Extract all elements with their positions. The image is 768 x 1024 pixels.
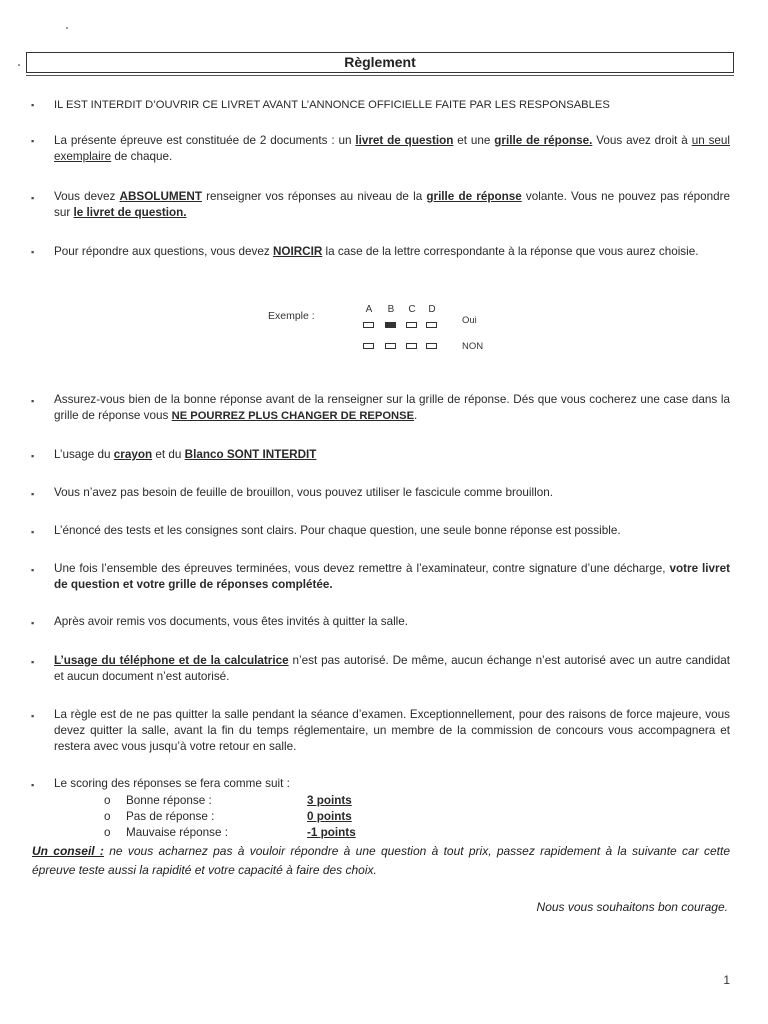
bullet-icon: [31, 396, 37, 402]
answer-box-empty: [363, 322, 374, 328]
choice-letter: D: [428, 304, 436, 315]
emphasis: L’usage du téléphone et de la calculatrice: [54, 654, 289, 667]
rule-5: Assurez-vous bien de la bonne réponse avant de la renseigner sur la grille de réponse. Dés que vous cocherez une case dans la grille de réponse vous NE POURREZ PLUS CHANGER DE REPONSE.: [54, 393, 730, 422]
emphasis: Blanco SONT INTERDIT: [184, 448, 317, 461]
bullet-icon: [31, 565, 37, 571]
rule-4: Pour répondre aux questions, vous devez NOIRCIR la case de la lettre correspondante à la réponse que vous aurez choisie.: [54, 245, 699, 258]
bullet-icon: [31, 657, 37, 663]
closing-line: Nous vous souhaitons bon courage.: [536, 900, 728, 914]
example-label: Exemple :: [268, 310, 315, 322]
rule-9: Une fois l’ensemble des épreuves terminées, vous devez remettre à l’examinateur, contre signature d’une décharge, votre livret de question et votre grille de réponses complétée.: [54, 562, 730, 591]
page-title: Règlement: [26, 52, 734, 73]
answer-box-crossed: [385, 343, 396, 349]
scoring-points: 3 points: [307, 794, 352, 807]
rule-11: L’usage du téléphone et de la calculatrice n’est pas autorisé. De même, aucun échange n’est autorisé avec un autre candidat et aucun document n’est autorisé.: [54, 654, 730, 683]
page-number: 1: [723, 973, 730, 987]
rule-6: L’usage du crayon et du Blanco SONT INTERDIT: [54, 448, 317, 461]
answer-box-empty: [426, 343, 437, 349]
bullet-icon: [31, 618, 37, 624]
rule-1: IL EST INTERDIT D’OUVRIR CE LIVRET AVANT L’ANNONCE OFFICIELLE FAITE PAR LES RESPONSABLES: [54, 99, 610, 111]
circle-bullet-icon: o: [104, 826, 111, 839]
emphasis: NE POURREZ PLUS CHANGER DE REPONSE: [171, 410, 415, 422]
emphasis: votre livret de question et votre grille de réponses complétée.: [54, 562, 730, 591]
emphasis: grille de réponse.: [494, 134, 593, 147]
example-yes-label: Oui: [462, 315, 477, 326]
emphasis: ABSOLUMENT: [119, 190, 202, 203]
rule-2: La présente épreuve est constituée de 2 documents : un livret de question et une grille de réponse. Vous avez droit à un seul exemplaire de chaque.: [54, 134, 731, 163]
bullet-icon: [31, 451, 37, 457]
scoring-label: Mauvaise réponse :: [126, 826, 228, 839]
bullet-icon: [31, 489, 37, 495]
rule-3: Vous devez ABSOLUMENT renseigner vos réponses au niveau de la grille de réponse volante. Vous ne pouvez pas répondre sur le livret de question.: [54, 190, 730, 219]
answer-example: [268, 306, 528, 358]
answer-box-empty: [363, 343, 374, 349]
advice-paragraph: Un conseil : ne vous acharnez pas à vouloir répondre à une question à tout prix, passez rapidement à la suivante car cette épreuve teste aussi la rapidité et votre capacité à faire des choix.: [32, 844, 730, 877]
circle-bullet-icon: o: [104, 810, 111, 823]
bullet-icon: [31, 527, 37, 533]
emphasis: crayon: [113, 448, 153, 461]
scan-speck: [18, 64, 20, 66]
choice-letter: A: [365, 304, 373, 315]
answer-box-empty: [426, 322, 437, 328]
scoring-points: -1 points: [307, 826, 356, 839]
emphasis: NOIRCIR: [272, 245, 323, 258]
bullet-icon: [31, 136, 37, 142]
scoring-label: Pas de réponse :: [126, 810, 215, 823]
scoring-points: 0 points: [307, 810, 352, 823]
rule-10: Après avoir remis vos documents, vous êtes invités à quitter la salle.: [54, 615, 409, 628]
scoring-label: Bonne réponse :: [126, 794, 212, 807]
bullet-icon: [31, 780, 37, 786]
emphasis: le livret de question.: [73, 206, 187, 219]
bullet-icon: [31, 193, 37, 199]
emphasis: grille de réponse: [426, 190, 522, 203]
example-no-label: NON: [462, 341, 484, 352]
circle-bullet-icon: o: [104, 794, 111, 807]
choice-letter: B: [387, 304, 395, 315]
rule-13: Le scoring des réponses se fera comme suit :: [54, 777, 290, 790]
answer-box-filled: [385, 322, 396, 328]
bullet-icon: [31, 100, 37, 106]
rule-8: L’énoncé des tests et les consignes sont clairs. Pour chaque question, une seule bonne réponse est possible.: [54, 524, 621, 537]
choice-letter: C: [408, 304, 416, 315]
rule-7: Vous n’avez pas besoin de feuille de brouillon, vous pouvez utiliser le fascicule comme brouillon.: [54, 486, 553, 499]
answer-box-empty: [406, 343, 417, 349]
emphasis: un seul exemplaire: [54, 134, 731, 163]
advice-lead: Un conseil :: [32, 844, 104, 858]
rule-12: La règle est de ne pas quitter la salle pendant la séance d’examen. Exceptionnellement, pour des raisons de force majeure, vous devez quitter la salle, avant la fin du temps réglementaire, un membre de la commission de concours vous accompagnera et restera avec vous jusqu’à votre retour en salle.: [54, 708, 730, 753]
emphasis: livret de question: [355, 134, 454, 147]
bullet-icon: [31, 711, 37, 717]
answer-box-empty: [406, 322, 417, 328]
bullet-icon: [31, 247, 37, 253]
scan-speck: [66, 27, 68, 29]
